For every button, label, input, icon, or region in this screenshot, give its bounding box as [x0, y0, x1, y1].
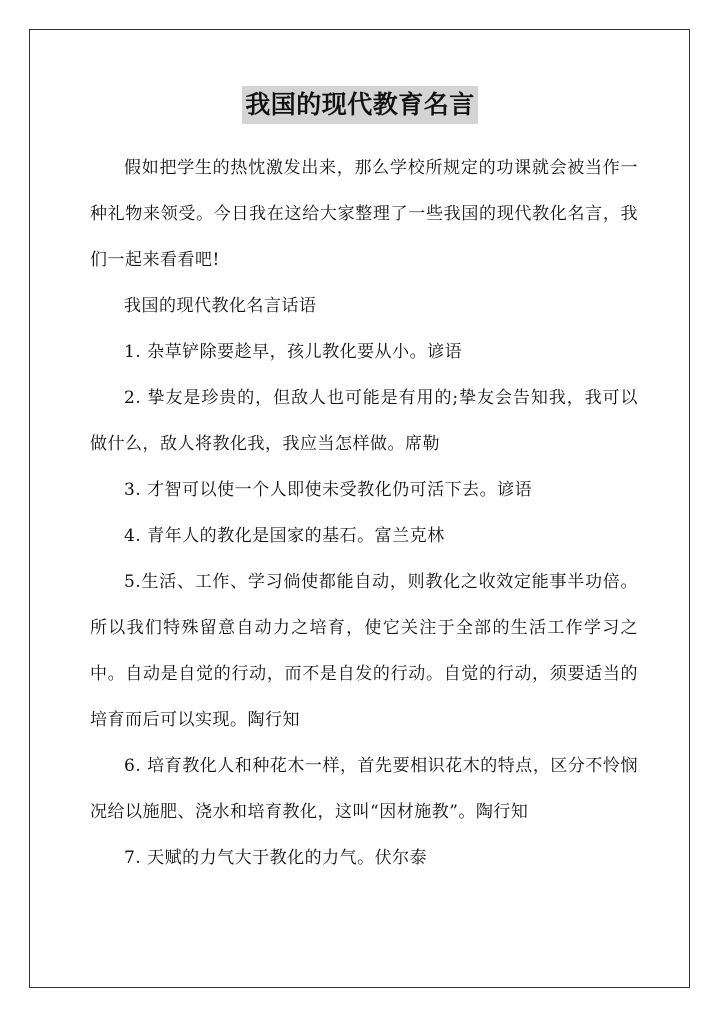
- document-body: [90, 145, 638, 881]
- quote-item: 7. 天赋的力气大于教化的力气。伏尔泰: [124, 848, 428, 868]
- intro-paragraph: 假如把学生的热忱激发出来，那么学校所规定的功课就会被当作一种礼物来领受。今日我在这给大家整理了一些我国的现代教化名言，我们一起来看看吧!: [90, 158, 638, 270]
- title-container: [0, 86, 720, 124]
- quote-item: 4. 青年人的教化是国家的基石。富兰克林: [124, 526, 445, 546]
- section-heading: 我国的现代教化名言话语: [124, 296, 317, 316]
- quote-item: 1. 杂草铲除要趁早，孩儿教化要从小。谚语: [124, 342, 463, 362]
- document-title: 我国的现代教育名言: [242, 86, 478, 124]
- quote-item: 3. 才智可以使一个人即使未受教化仍可活下去。谚语: [124, 480, 533, 500]
- quote-item: 5.生活、工作、学习倘使都能自动，则教化之收效定能事半功倍。所以我们特殊留意自动力之培育，使它关注于全部的生活工作学习之中。自动是自觉的行动，而不是自发的行动。自觉的行动，须要适当的培育而后可以实现。陶行知: [90, 572, 638, 730]
- quote-item: 6. 培育教化人和种花木一样，首先要相识花木的特点，区分不怜悯况给以施肥、浇水和培育教化，这叫“因材施教”。陶行知: [90, 756, 638, 822]
- quote-item: 2. 挚友是珍贵的，但敌人也可能是有用的;挚友会告知我，我可以做什么，敌人将教化我，我应当怎样做。席勒: [90, 388, 638, 454]
